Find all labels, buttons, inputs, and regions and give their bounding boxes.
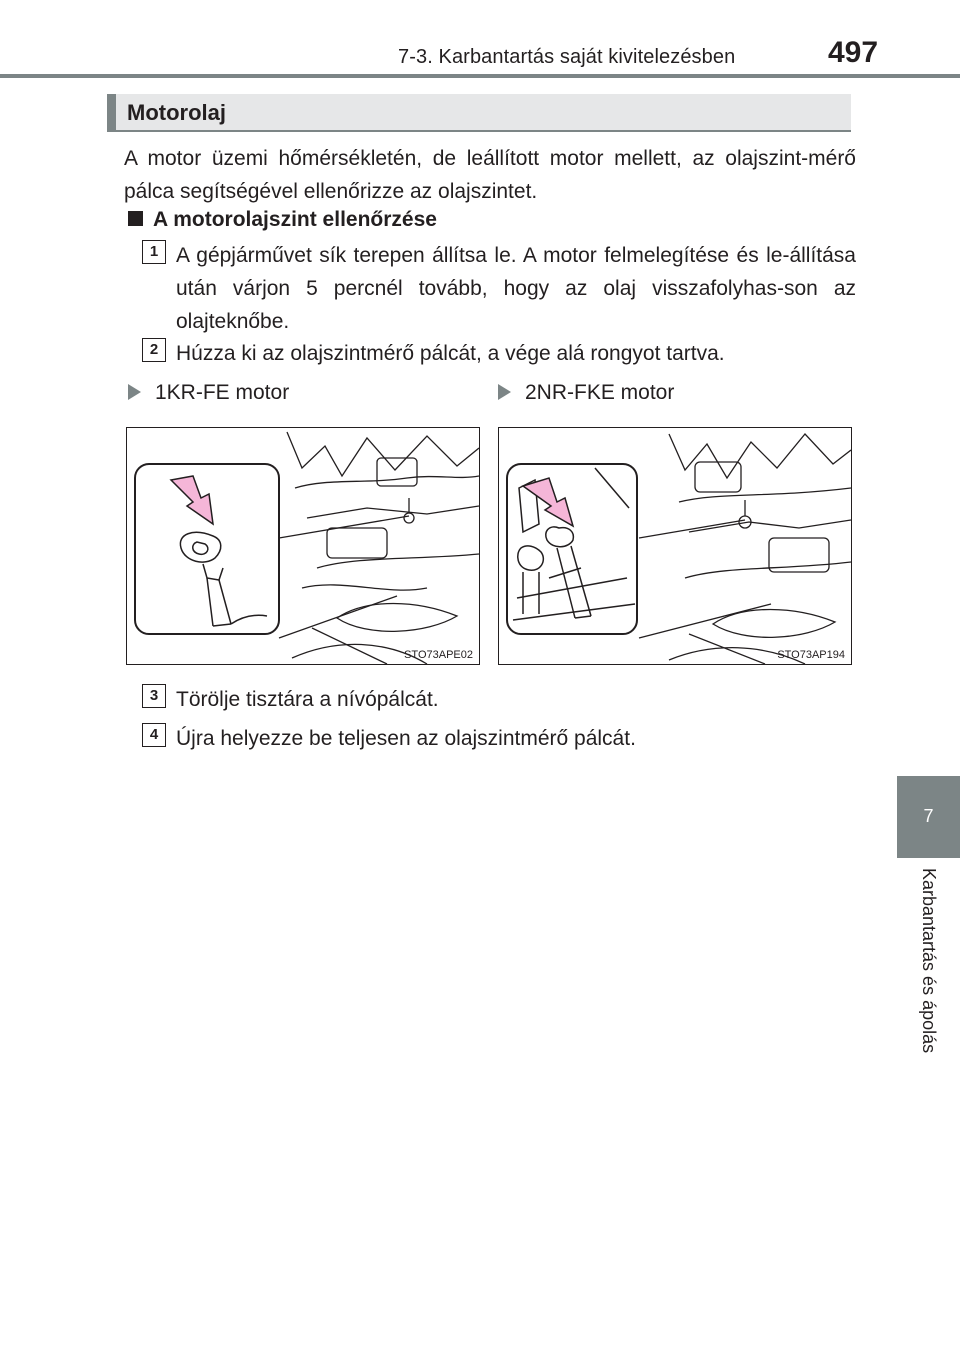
engine-illustration-1 [126, 427, 480, 665]
figure-caption-2 [498, 381, 674, 405]
running-header-title: 7-3. Karbantartás saját kivitelezésben [398, 46, 736, 68]
section-intro: A motor üzemi hőmérsékletén, de leállított motor mellett, az olajszint-mérő pálca segítségével ellenőrizze az olajszintet. [124, 147, 856, 203]
chapter-title: Karbantartás és ápolás [919, 868, 939, 1054]
step-number-4: 4 [142, 723, 166, 747]
figure-caption-1 [128, 381, 289, 405]
subheading-text: A motorolajszint ellenőrzése [153, 208, 437, 231]
triangle-bullet-icon [128, 384, 141, 400]
figure-caption-1-text: 1KR-FE motor [155, 381, 290, 404]
chapter-side-label [918, 868, 942, 1082]
engine-illustration-2 [498, 427, 852, 665]
step-text-2: Húzza ki az olajszintmérő pálcát, a vége alá rongyot tartva. [176, 342, 725, 365]
step-text-3: Törölje tisztára a nívópálcát. [176, 688, 439, 711]
step-number-2: 2 [142, 338, 166, 362]
engine-bay-drawing-1 [127, 428, 480, 665]
step-number-3: 3 [142, 684, 166, 708]
chapter-number: 7 [923, 806, 934, 826]
section-title: Motorolaj [127, 100, 226, 125]
chapter-tab [897, 776, 960, 858]
header-rule [0, 74, 960, 78]
section-bar-accent [107, 94, 116, 132]
step-text-1: A gépjárművet sík terepen állítsa le. A motor felmelegítése és le-állítása után várjon 5 percnél tovább, hogy az olaj visszafolyhas-son az olajteknőbe. [176, 244, 856, 333]
square-bullet-icon [128, 211, 143, 226]
figure-caption-2-text: 2NR-FKE motor [525, 381, 675, 404]
section-title-bar [107, 94, 851, 132]
triangle-bullet-icon [498, 384, 511, 400]
step-text-4: Újra helyezze be teljesen az olajszintmérő pálcát. [176, 727, 636, 750]
step-number-1: 1 [142, 240, 166, 264]
subheading [128, 208, 437, 232]
figure-code-1: STO73APE02 [404, 649, 473, 661]
engine-bay-drawing-2 [499, 428, 852, 665]
page-number: 497 [828, 36, 879, 69]
figure-code-2: STO73AP194 [777, 649, 845, 661]
